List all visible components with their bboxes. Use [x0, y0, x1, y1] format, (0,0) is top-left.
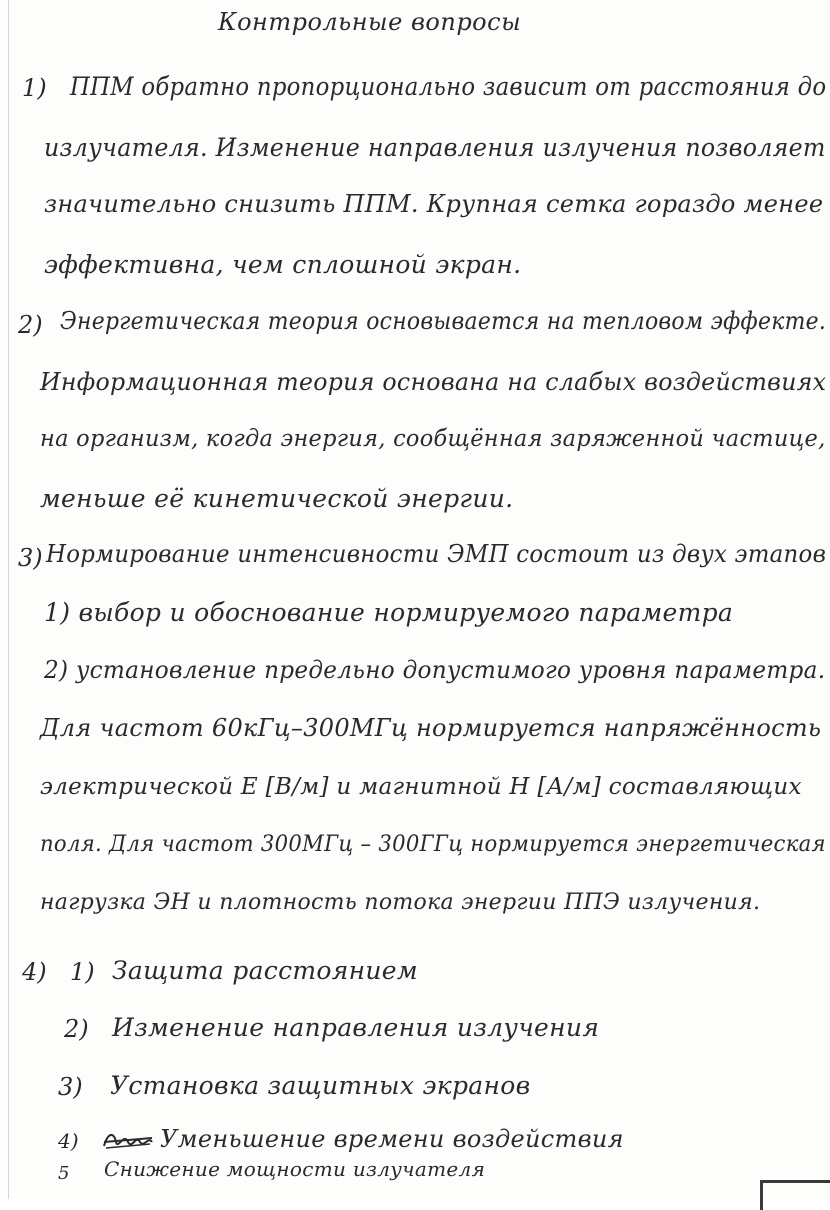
crossed-out-scribble — [102, 1128, 154, 1154]
answer-2-line-4: меньше её кинетической энергии. — [40, 484, 514, 513]
page-margin-line — [8, 0, 9, 1199]
answer-3-line-1: Нормирование интенсивности ЭМП состоит из двух этапов — [46, 540, 827, 568]
answer-4-item-1-number: 1) — [70, 958, 95, 986]
page-corner-mark — [760, 1180, 830, 1210]
answer-2-line-1: Энергетическая теория основывается на тепловом эффекте. — [60, 307, 827, 335]
answer-1-number: 1) — [22, 74, 47, 102]
answer-3-line-2: 1) выбор и обоснование нормируемого параметра — [44, 598, 734, 627]
answer-4-item-5-number: 5 — [58, 1163, 70, 1184]
answer-1-line-3: значительно снизить ППМ. Крупная сетка гораздо менее — [44, 190, 824, 218]
answer-3-number: 3) — [18, 544, 43, 572]
answer-3-line-7: нагрузка ЭН и плотность потока энергии ППЭ излучения. — [40, 890, 761, 915]
answer-3-line-3: 2) установление предельно допустимого уровня параметра. — [44, 656, 826, 684]
answer-1-line-2: излучателя. Изменение направления излучения позволяет — [44, 133, 826, 162]
answer-3-line-4: Для частот 60кГц–300МГц нормируется напряжённость — [40, 714, 822, 742]
answer-2-line-3: на организм, когда энергия, сообщённая заряженной частице, — [40, 426, 826, 452]
answer-4-item-5-text: Снижение мощности излучателя — [104, 1157, 486, 1181]
answer-4-item-4-text: Уменьшение времени воздействия — [160, 1125, 624, 1153]
answer-1-line-1: ППМ обратно пропорционально зависит от расстояния до — [70, 72, 827, 101]
answer-3-line-5: электрической E [В/м] и магнитной H [А/м] составляющих — [40, 774, 802, 800]
answer-2-number: 2) — [18, 311, 43, 339]
answer-4-item-3-number: 3) — [58, 1073, 83, 1101]
answer-4-item-2-number: 2) — [64, 1015, 89, 1043]
answer-4-item-2-text: Изменение направления излучения — [112, 1013, 600, 1042]
answer-4-item-3-text: Установка защитных экранов — [110, 1071, 531, 1100]
page-title: Контрольные вопросы — [218, 8, 522, 36]
answer-3-line-6: поля. Для частот 300МГц – 300ГГц нормируется энергетическая — [40, 832, 826, 857]
answer-4-item-1-text: Защита расстоянием — [112, 956, 418, 985]
answer-1-line-4: эффективна, чем сплошной экран. — [44, 250, 522, 279]
answer-2-line-2: Информационная теория основана на слабых воздействиях — [40, 368, 827, 396]
answer-4-number: 4) — [22, 958, 47, 986]
answer-4-item-4-number: 4) — [58, 1129, 79, 1153]
